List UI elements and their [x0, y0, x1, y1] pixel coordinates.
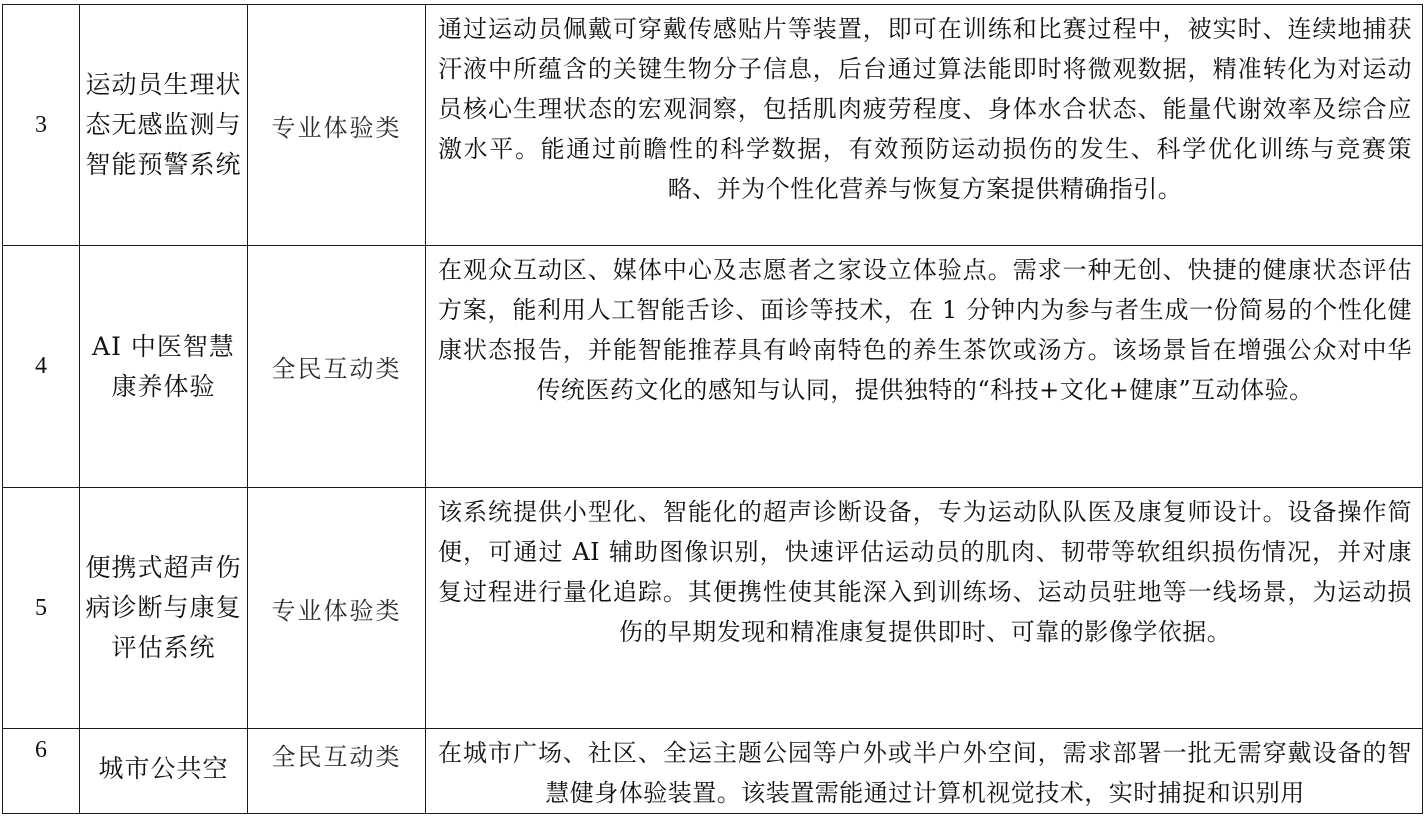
- row-number: 3: [3, 5, 80, 246]
- scenario-name: AI 中医智慧康养体验: [80, 246, 248, 488]
- scenario-description: 通过运动员佩戴可穿戴传感贴片等装置，即可在训练和比赛过程中，被实时、连续地捕获汗液中所蕴含的关键生物分子信息，后台通过算法能即时将微观数据，精准转化为对运动员核心生理状态的宏观洞察，包括肌肉疲劳程度、身体水合状态、能量代谢效率及综合应激水平。能通过前瞻性的科学数据，有效预防运动损伤的发生、科学优化训练与竞赛策略、并为个性化营养与恢复方案提供精确指引。: [426, 5, 1423, 246]
- scenario-name: 便携式超声伤病诊断与康复评估系统: [80, 488, 248, 729]
- scenario-category: 专业体验类: [248, 5, 426, 246]
- scenario-category: 全民互动类: [248, 246, 426, 488]
- row-number: 5: [3, 488, 80, 729]
- scenario-category: 专业体验类: [248, 488, 426, 729]
- table-row: [3, 246, 1423, 488]
- scenario-table: [2, 4, 1423, 814]
- scenario-category: 全民互动类: [248, 729, 426, 814]
- scenario-name: 运动员生理状态无感监测与智能预警系统: [80, 5, 248, 246]
- row-number: 4: [3, 246, 80, 488]
- row-number: 6: [3, 729, 80, 814]
- scenario-description: 该系统提供小型化、智能化的超声诊断设备，专为运动队队医及康复师设计。设备操作简便，可通过 AI 辅助图像识别，快速评估运动员的肌肉、韧带等软组织损伤情况，并对康复过程进行量化追踪。其便携性使其能深入到训练场、运动员驻地等一线场景，为运动损伤的早期发现和精准康复提供即时、可靠的影像学依据。: [426, 488, 1423, 729]
- table-row: [3, 5, 1423, 246]
- table-row: [3, 488, 1423, 729]
- scenario-description: 在观众互动区、媒体中心及志愿者之家设立体验点。需求一种无创、快捷的健康状态评估方案，能利用人工智能舌诊、面诊等技术，在 1 分钟内为参与者生成一份简易的个性化健康状态报告，并能智能推荐具有岭南特色的养生茶饮或汤方。该场景旨在增强公众对中华传统医药文化的感知与认同，提供独特的“科技+文化+健康”互动体验。: [426, 246, 1423, 488]
- table-row: [3, 729, 1423, 814]
- scenario-description: 在城市广场、社区、全运主题公园等户外或半户外空间，需求部署一批无需穿戴设备的智慧健身体验装置。该装置需能通过计算机视觉技术，实时捕捉和识别用: [426, 729, 1423, 814]
- scenario-name: 城市公共空: [80, 729, 248, 814]
